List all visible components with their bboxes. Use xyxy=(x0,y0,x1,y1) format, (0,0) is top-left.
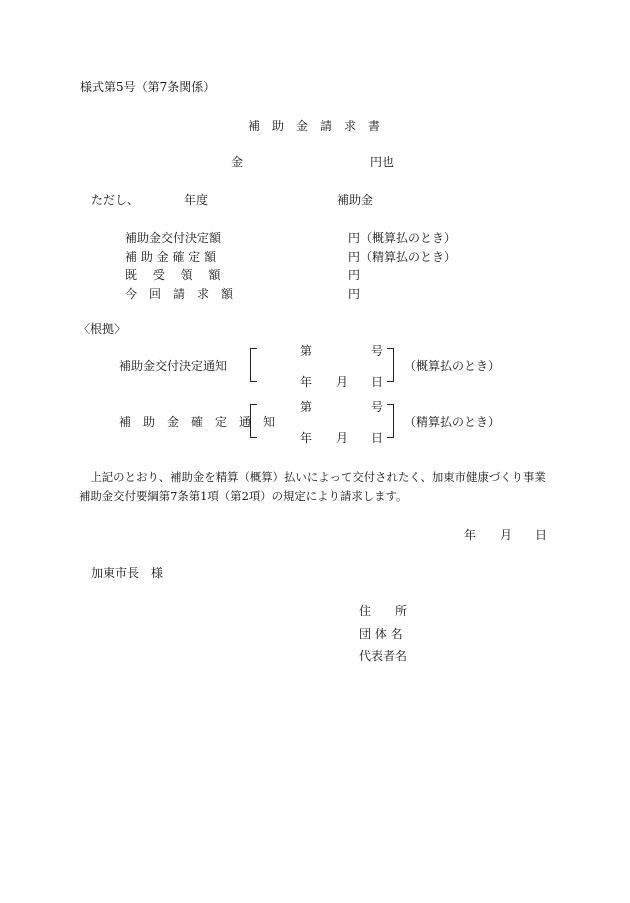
amount-suffix: 円也 xyxy=(370,155,395,169)
notice-dai: 第 xyxy=(300,344,313,358)
notice-nen: 年 xyxy=(300,431,313,445)
amount-row-unit: 円（概算払のとき） xyxy=(348,231,457,245)
notice-label: 補 助 金 確 定 通 知 xyxy=(119,415,276,429)
addressee: 加東市長 様 xyxy=(91,566,164,580)
amount-row-unit: 円（精算払のとき） xyxy=(348,250,457,264)
notice-go: 号 xyxy=(371,400,384,414)
notice-note: （精算払のとき） xyxy=(404,415,501,429)
notice-dai: 第 xyxy=(300,400,313,414)
notice-hi: 日 xyxy=(371,431,384,445)
date-hi: 日 xyxy=(535,528,548,542)
amount-row-label: 既 受 領 額 xyxy=(125,268,221,282)
document-title: 補 助 金 請 求 書 xyxy=(248,119,381,133)
amount-row-unit: 円 xyxy=(348,268,361,282)
left-bracket xyxy=(250,404,257,438)
body-text-line: 補助金交付要綱第7条第1項（第2項）の規定により請求します。 xyxy=(79,489,408,503)
notice-tsuki: 月 xyxy=(336,431,349,445)
amount-row-label: 補助金交付決定額 xyxy=(125,231,222,245)
applicant-representative-label: 代表者名 xyxy=(359,649,408,663)
notice-note: （概算払のとき） xyxy=(404,359,501,373)
body-text-line: 上記のとおり、補助金を精算（概算）払いによって交付されたく、加東市健康づくり事業 xyxy=(79,470,546,484)
notice-label: 補助金交付決定通知 xyxy=(119,359,228,373)
applicant-address-label: 住 所 xyxy=(359,604,408,618)
amount-row-unit: 円 xyxy=(348,287,361,301)
amount-row-label: 今 回 請 求 額 xyxy=(125,287,234,301)
amount-row-label: 補 助 金 確 定 額 xyxy=(125,250,217,264)
applicant-group-label: 団 体 名 xyxy=(359,627,403,641)
proviso-prefix: ただし、 xyxy=(91,193,140,207)
form-number: 様式第5号（第7条関係） xyxy=(80,80,216,94)
proviso-subsidy: 補助金 xyxy=(337,193,374,207)
date-tsuki: 月 xyxy=(500,528,513,542)
left-bracket xyxy=(250,348,257,382)
notice-tsuki: 月 xyxy=(336,375,349,389)
proviso-year: 年度 xyxy=(184,193,209,207)
right-bracket xyxy=(387,348,394,382)
notice-go: 号 xyxy=(371,344,384,358)
notice-nen: 年 xyxy=(300,375,313,389)
date-nen: 年 xyxy=(464,528,477,542)
right-bracket xyxy=(387,404,394,438)
notice-hi: 日 xyxy=(371,375,384,389)
basis-heading: 〈根拠〉 xyxy=(78,322,127,336)
amount-label: 金 xyxy=(231,155,244,169)
